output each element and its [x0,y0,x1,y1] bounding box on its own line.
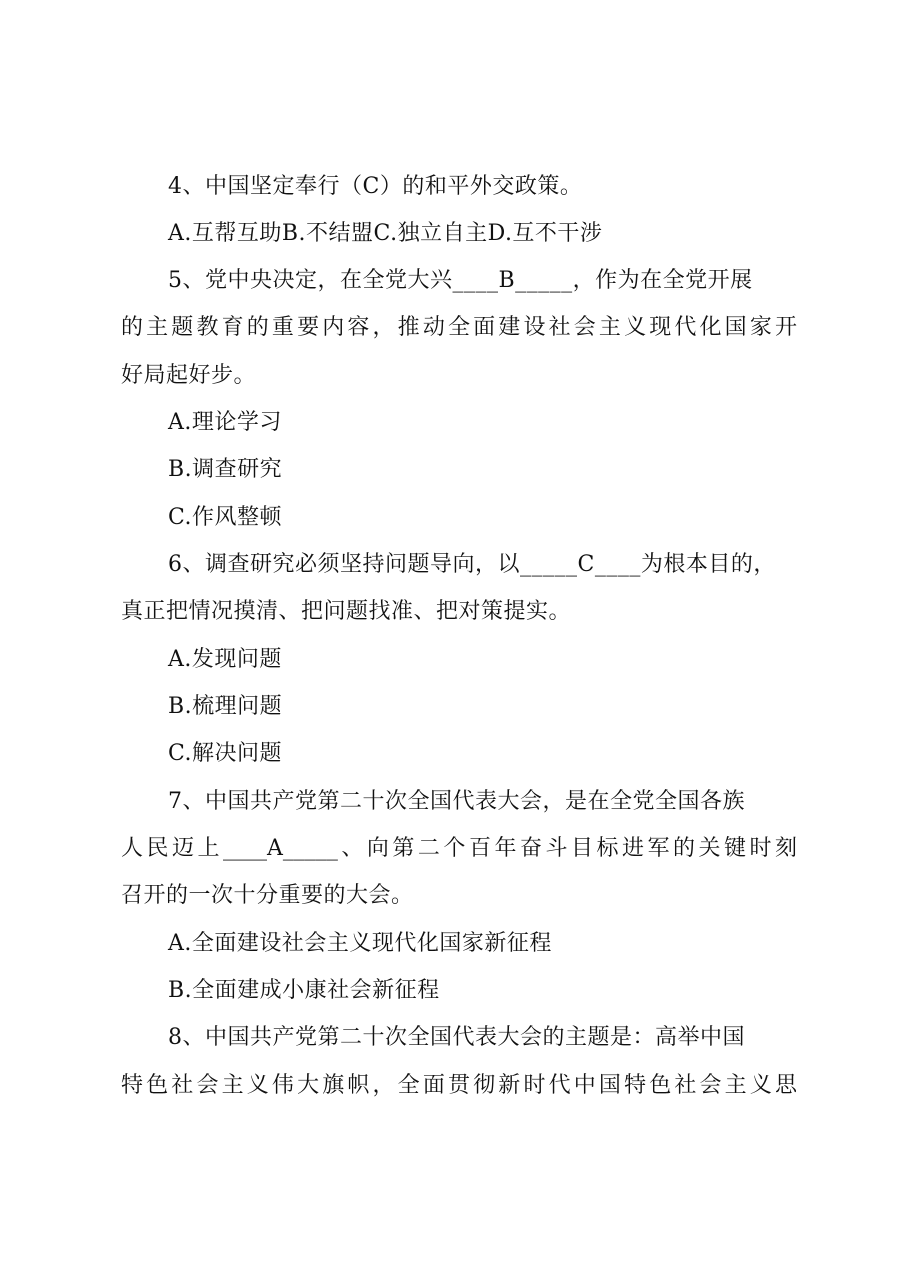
question-7-line-2: 人民迈上____A_____、向第二个百年奋斗目标进军的关键时刻 [121,836,797,861]
question-7-option-a: A.全面建设社会主义现代化国家新征程 [168,931,552,956]
question-7-line-3: 召开的一次十分重要的大会。 [121,883,414,908]
question-5-line-3: 好局起好步。 [121,363,257,388]
question-6-line-1: 6、调查研究必须坚持问题导向，以_____C____为根本目的， [168,552,776,577]
question-5-option-a: A.理论学习 [168,410,282,435]
question-5-option-c: C.作风整顿 [168,505,283,530]
question-6-option-b: B.梳理问题 [168,694,283,719]
question-7-line-1: 7、中国共产党第二十次全国代表大会，是在全党全国各族 [168,789,745,814]
question-5-option-b: B.调查研究 [168,457,283,482]
question-6-line-2: 真正把情况摸清、把问题找准、把对策提实。 [121,599,572,624]
question-8-line-1: 8、中国共产党第二十次全国代表大会的主题是：高举中国 [168,1025,745,1050]
question-5-line-1: 5、党中央决定，在全党大兴____B_____，作为在全党开展 [168,268,753,293]
question-4-stem: 4、中国坚定奉行（C）的和平外交政策。 [168,174,583,199]
question-6-option-a: A.发现问题 [168,647,282,672]
question-8-line-2: 特色社会主义伟大旗帜，全面贯彻新时代中国特色社会主义思 [121,1073,797,1098]
question-6-option-c: C.解决问题 [168,741,283,766]
question-5-line-2: 的主题教育的重要内容，推动全面建设社会主义现代化国家开 [121,315,797,340]
question-4-options: A.互帮互助B.不结盟C.独立自主D.互不干涉 [168,221,603,246]
question-7-option-b: B.全面建成小康社会新征程 [168,978,440,1003]
